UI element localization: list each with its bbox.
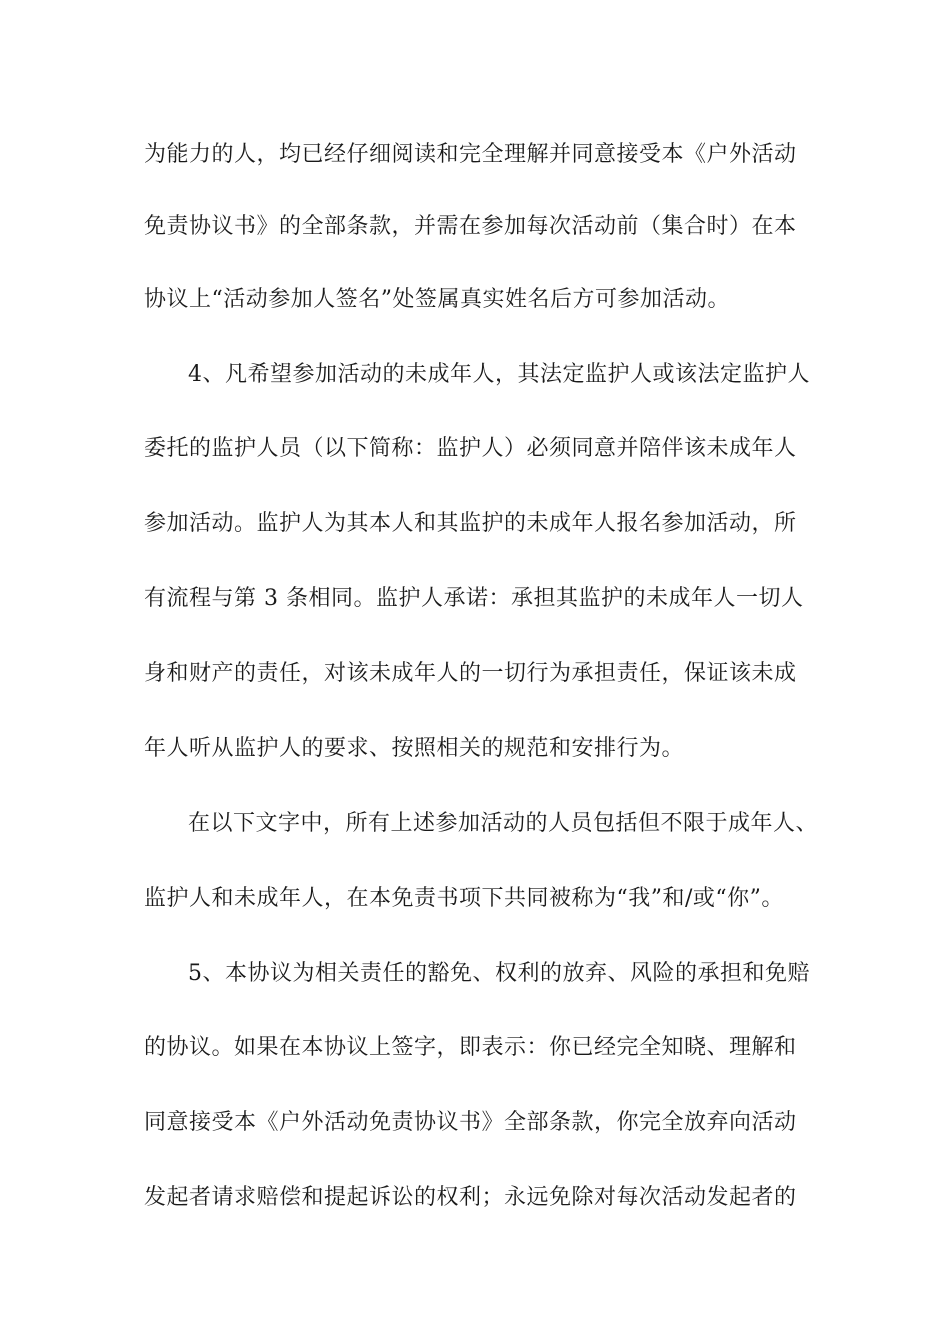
paragraph-start-line: 在以下文字中，所有上述参加活动的人员包括但不限于成年人、	[188, 811, 819, 836]
text-line: 的协议。如果在本协议上签字，即表示：你已经完全知晓、理解和	[144, 1035, 797, 1060]
text-line: 协议上“活动参加人签名”处签属真实姓名后方可参加活动。	[144, 287, 730, 312]
text-line: 有流程与第 3 条相同。监护人承诺：承担其监护的未成年人一切人	[144, 586, 804, 611]
text-line: 年人听从监护人的要求、按照相关的规范和安排行为。	[144, 736, 685, 761]
text-line: 身和财产的责任，对该未成年人的一切行为承担责任，保证该未成	[144, 661, 797, 686]
text-line: 免责协议书》的全部条款，并需在参加每次活动前（集合时）在本	[144, 214, 797, 239]
text-line: 委托的监护人员（以下简称：监护人）必须同意并陪伴该未成年人	[144, 436, 797, 461]
paragraph-start-line: 4、凡希望参加活动的未成年人，其法定监护人或该法定监护人	[188, 362, 810, 387]
text-line: 发起者请求赔偿和提起诉讼的权利；永远免除对每次活动发起者的	[144, 1185, 797, 1210]
text-line: 同意接受本《户外活动免责协议书》全部条款，你完全放弃向活动	[144, 1110, 797, 1135]
text-line: 为能力的人，均已经仔细阅读和完全理解并同意接受本《户外活动	[144, 142, 797, 167]
text-line: 监护人和未成年人，在本免责书项下共同被称为“我”和/或“你”。	[144, 886, 784, 911]
paragraph-start-line: 5、本协议为相关责任的豁免、权利的放弃、风险的承担和免赔	[188, 961, 810, 986]
text-line: 参加活动。监护人为其本人和其监护的未成年人报名参加活动，所	[144, 511, 797, 536]
